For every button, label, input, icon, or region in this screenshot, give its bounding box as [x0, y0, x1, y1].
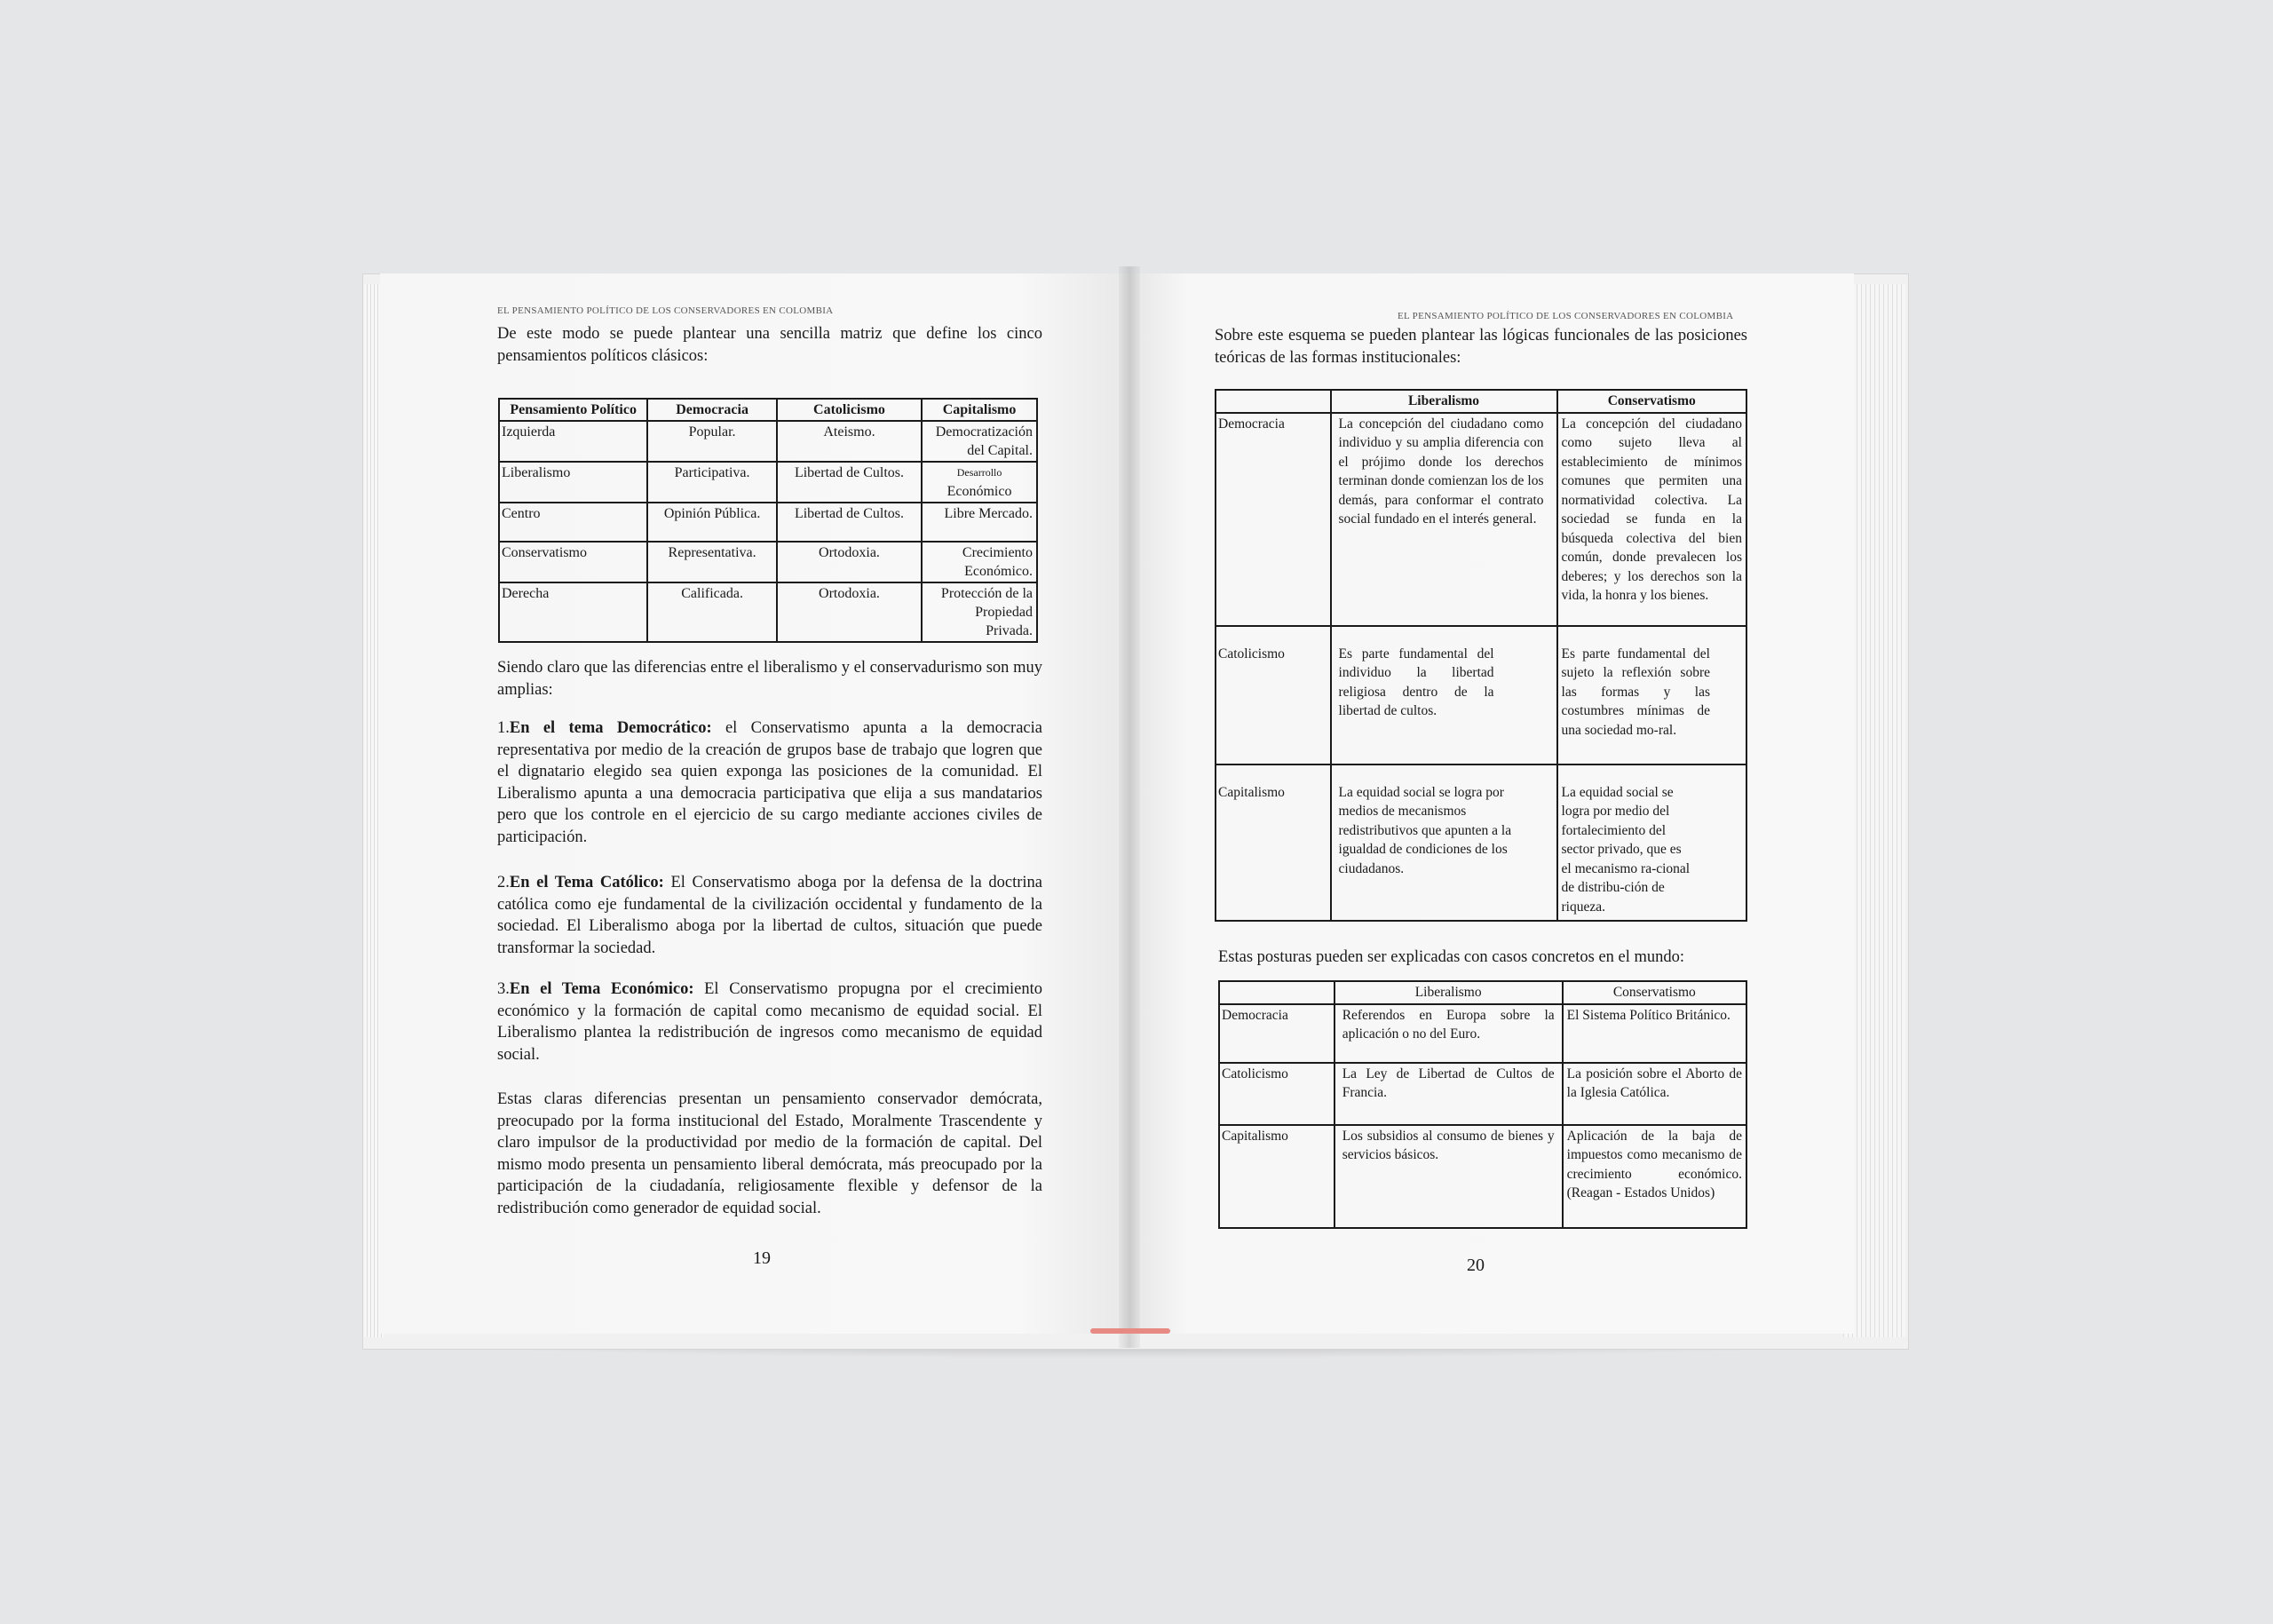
table-row	[1216, 626, 1746, 764]
table-cell: La concepción del ciudadano como sujeto lleva al establecimiento de mínimos comunes que permiten una normatividad colectiva. La sociedad se funda en la búsqueda colectiva del bien común, donde prevalecen los deberes; y los derechos son la vida, la honra y los bienes.	[1557, 413, 1746, 626]
table-cell: Centro	[499, 503, 647, 542]
table-header	[1219, 981, 1334, 1004]
table-cell: Libre Mercado.	[922, 503, 1037, 542]
body-text	[497, 1089, 1042, 1219]
table-cell: Libertad de Cultos.	[777, 503, 922, 542]
table-row	[499, 421, 1037, 462]
table-cell: Democracia	[1216, 413, 1331, 626]
table-cell: La equidad social se logra por medios de mecanismos redistributivos que apunten a la igualdad de condiciones de los ciudadanos.	[1331, 764, 1557, 921]
table-cell: Los subsidios al consumo de bienes y servicios básicos.	[1334, 1125, 1563, 1228]
table-cell: Opinión Pública.	[647, 503, 777, 542]
table-cell: Es parte fundamental del individuo la libertad religiosa dentro de la libertad de cultos.	[1331, 626, 1557, 764]
table-cell: La posición sobre el Aborto de la Iglesia Católica.	[1563, 1063, 1746, 1125]
table-cell: Capitalismo	[1219, 1125, 1334, 1228]
table-header: Conservatismo	[1557, 390, 1746, 413]
item-title: En el Tema Católico:	[509, 874, 664, 891]
institutional-logic-table	[1215, 389, 1747, 922]
table-cell: Ortodoxia.	[777, 542, 922, 582]
table-row	[1219, 1125, 1746, 1228]
book-spine	[1119, 266, 1140, 1348]
item-number: 3.	[497, 980, 510, 998]
table-cell: Aplicación de la baja de impuestos como mecanismo de crecimiento económico. (Reagan - Estados Unidos)	[1563, 1125, 1746, 1228]
table-cell: La Ley de Libertad de Cultos de Francia.	[1334, 1063, 1563, 1125]
intro-paragraph	[497, 323, 1042, 367]
item-title: En el tema Democrático:	[509, 719, 712, 737]
table-header: Catolicismo	[777, 399, 922, 421]
body-text	[497, 717, 1042, 848]
table-row	[499, 542, 1037, 582]
body-text	[497, 657, 1042, 701]
political-matrix-table	[498, 398, 1038, 643]
table-header: Pensamiento Político	[499, 399, 647, 421]
table-row	[1216, 413, 1746, 626]
table-cell: Conservatismo	[499, 542, 647, 582]
item-title: En el Tema Económico:	[509, 980, 694, 998]
running-head: EL PENSAMIENTO POLÍTICO DE LOS CONSERVADORES EN COLOMBIA	[497, 305, 834, 316]
table-cell: Liberalismo	[499, 462, 647, 503]
table-cell: Popular.	[647, 421, 777, 462]
table-row	[1216, 764, 1746, 921]
item-text: El Conservatismo aboga por la defensa de la doctrina católica como eje fundamental de la civilización occidental y fundamento de la sociedad. El Liberalismo aboga por la libertad de cultos, situación que puede transformar la sociedad.	[497, 874, 1042, 957]
table-header-row	[499, 399, 1037, 421]
running-head: EL PENSAMIENTO POLÍTICO DE LOS CONSERVADORES EN COLOMBIA	[1398, 311, 1734, 321]
table-cell: Capitalismo	[1216, 764, 1331, 921]
table-cell: Representativa.	[647, 542, 777, 582]
table-cell: La concepción del ciudadano como individuo y su amplia diferencia con el prójimo donde los derechos terminan donde comienzan los de los demás, para conformar el contrato social fundado en el interés general.	[1331, 413, 1557, 626]
table-row	[499, 582, 1037, 642]
table-row	[1219, 1063, 1746, 1125]
body-text	[497, 872, 1042, 959]
paragraph	[497, 978, 1042, 1066]
item-number: 1.	[497, 719, 510, 737]
table-cell: Calificada.	[647, 582, 777, 642]
item-number: 2.	[497, 874, 510, 891]
left-page	[380, 273, 1129, 1334]
table-row	[499, 503, 1037, 542]
table-cell: Es parte fundamental del sujeto la reflexión sobre las formas y las costumbres mínimas de una sociedad mo-ral.	[1557, 626, 1746, 764]
table-header: Conservatismo	[1563, 981, 1746, 1004]
table-cell: Participativa.	[647, 462, 777, 503]
table-cell: Crecimiento Económico.	[922, 542, 1037, 582]
intro-text: De este modo se puede plantear una sencilla matriz que define los cinco pensamientos políticos clásicos:	[497, 325, 1042, 365]
intro-paragraph	[1215, 325, 1747, 368]
table-cell: Catolicismo	[1216, 626, 1331, 764]
open-book	[362, 266, 1907, 1348]
item-text: El Conservatismo propugna por el crecimiento económico y la formación de capital como mecanismo de equidad social. El Liberalismo plantea la redistribución de ingresos como mecanismo de equidad social.	[497, 980, 1042, 1064]
table-cell: La equidad social se logra por medio del fortalecimiento del sector privado, que es el mecanismo ra-cional de distribu-ción de riqueza.	[1557, 764, 1746, 921]
right-page	[1129, 273, 1854, 1334]
paragraph: Siendo claro que las diferencias entre el liberalismo y el conservadurismo son muy amplias:	[497, 659, 1042, 699]
table-header: Liberalismo	[1331, 390, 1557, 413]
table-cell: Izquierda	[499, 421, 647, 462]
table-header	[1216, 390, 1331, 413]
page-number: 19	[753, 1248, 771, 1268]
table-row	[499, 462, 1037, 503]
table-cell: Ortodoxia.	[777, 582, 922, 642]
paragraph: Estas posturas pueden ser explicadas con casos concretos en el mundo:	[1218, 948, 1685, 966]
table-header: Capitalismo	[922, 399, 1037, 421]
table-cell: Protección de la Propiedad Privada.	[922, 582, 1037, 642]
table-header: Democracia	[647, 399, 777, 421]
concrete-cases-table	[1218, 980, 1747, 1229]
paragraph	[497, 717, 1042, 848]
table-header-row	[1219, 981, 1746, 1004]
page-number: 20	[1467, 1256, 1485, 1275]
body-text	[497, 978, 1042, 1066]
table-cell: Libertad de Cultos.	[777, 462, 922, 503]
table-cell: Ateismo.	[777, 421, 922, 462]
paragraph	[497, 872, 1042, 959]
table-cell: Democratización del Capital.	[922, 421, 1037, 462]
table-cell: Referendos en Europa sobre la aplicación o no del Euro.	[1334, 1004, 1563, 1063]
item-text: el Conservatismo apunta a la democracia representativa por medio de la creación de grupos base de trabajo que logren que el dignatario elegido sea quien exponga las posiciones de la comunidad. El Liberalismo apunta a una democracia participativa que elija a sus mandatarios pero que los controle en el ejercicio de su cargo mediante acciones civiles de participación.	[497, 719, 1042, 846]
table-cell	[922, 462, 1037, 503]
table-cell: Catolicismo	[1219, 1063, 1334, 1125]
body-text	[1218, 947, 1751, 969]
bookmark-ribbon	[1090, 1328, 1170, 1334]
paragraph: Estas claras diferencias presentan un pensamiento conservador demócrata, preocupado por la forma institucional del Estado, Moralmente Trascendente y claro impulsor de la productividad por medio de la formación de capital. Del mismo modo presenta un pensamiento liberal demócrata, más preocupado por la participación de la ciudadanía, religiosamente flexible y defensor de la redistribución como generador de equidad social.	[497, 1090, 1042, 1217]
table-cell-text: Económico	[946, 484, 1012, 499]
table-cell: Derecha	[499, 582, 647, 642]
table-cell: El Sistema Político Británico.	[1563, 1004, 1746, 1063]
table-header: Liberalismo	[1334, 981, 1563, 1004]
table-header-row	[1216, 390, 1746, 413]
intro-text: Sobre este esquema se pueden plantear las lógicas funcionales de las posiciones teóricas de las formas institucionales:	[1215, 327, 1747, 367]
table-row	[1219, 1004, 1746, 1063]
table-cell: Democracia	[1219, 1004, 1334, 1063]
table-cell-small: Desarrollo	[956, 466, 1002, 479]
